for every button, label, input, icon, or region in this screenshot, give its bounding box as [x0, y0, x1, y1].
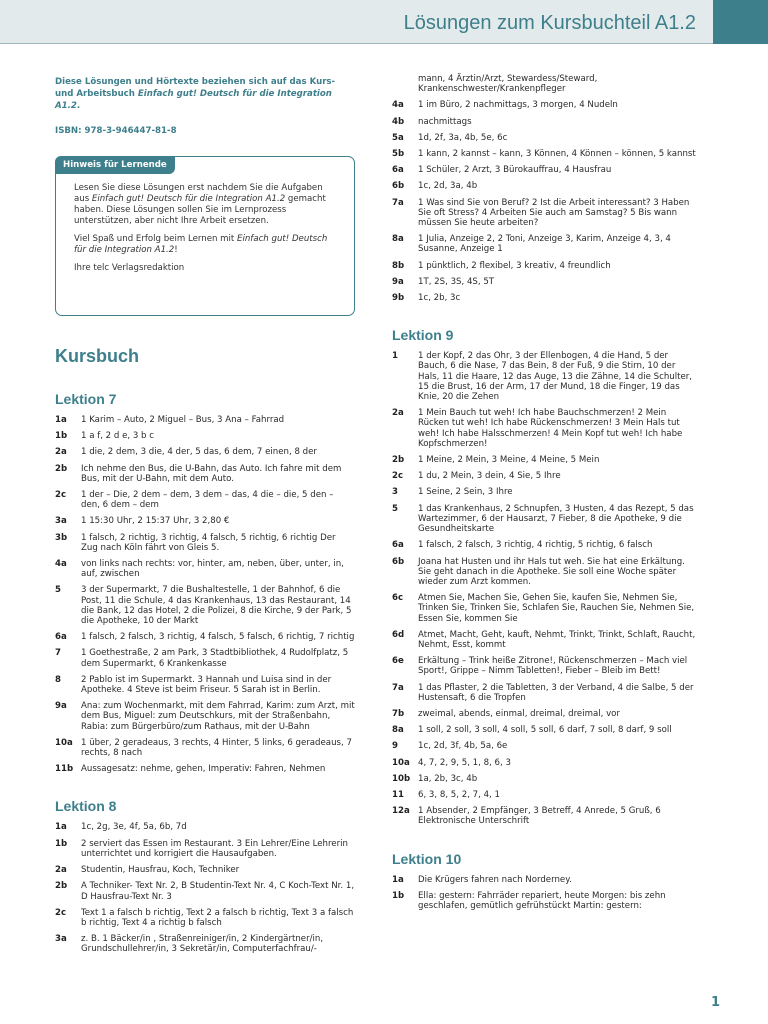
answer-number: 8a	[392, 725, 404, 736]
answer-entry	[55, 764, 355, 774]
answer-entry	[55, 839, 355, 859]
answer-number: 12a	[392, 806, 410, 817]
answer-number: 8a	[392, 234, 404, 245]
answer-number: 2b	[55, 881, 68, 892]
answer-number: 3b	[55, 532, 68, 543]
answer-entry	[392, 774, 697, 784]
answer-text: Ana: zum Wochenmarkt, mit dem Fahrrad, Karim: zum Arzt, mit dem Bus, Miguel: zum Deutschkurs, mit der Straßenbahn, Rabia: zum Bürgerbüro/zum Rathaus, mit der U-Bahn	[81, 701, 355, 732]
answer-text: 1d, 2f, 3a, 4b, 5e, 6c	[418, 132, 508, 143]
answer-number: 7a	[392, 682, 404, 693]
answer-entry	[55, 533, 355, 553]
answer-number: 7	[55, 648, 61, 659]
answer-text: 1 Mein Bauch tut weh! Ich habe Bauchschmerzen! 2 Mein Rücken tut weh! Ich habe Rückenschmerzen! 3 Mein Hals tut weh! Ich habe Halsschmerzen! 4 Mein Kopf tut weh! Ich habe Kopfschmerzen!	[418, 408, 683, 449]
lektion-7-entries	[55, 415, 355, 774]
answer-number: 1	[392, 351, 398, 362]
answer-text: Studentin, Hausfrau, Koch, Techniker	[81, 865, 240, 876]
answer-text: 1 das Pflaster, 2 die Tabletten, 3 der Verband, 4 die Salbe, 5 der Hustensaft, 6 die Tropfen	[418, 682, 694, 703]
answer-number: 9a	[55, 701, 67, 712]
lektion-9-entries	[392, 351, 697, 826]
answer-number: 2a	[392, 408, 404, 419]
answer-entry	[55, 701, 355, 732]
answer-entry	[392, 234, 697, 254]
hint-paragraph-2	[74, 234, 336, 256]
answer-entry	[392, 261, 697, 271]
answer-number: 2c	[55, 907, 67, 918]
left-column	[55, 76, 355, 961]
lektion-7-title: Lektion 7	[55, 391, 117, 407]
lektion-8-continuation: mann, 4 Ärztin/Arzt, Stewardess/Steward, Krankenschwester/Krankenpfleger	[418, 74, 598, 95]
answer-entry	[55, 648, 355, 668]
lektion-10-entries	[392, 875, 697, 912]
answer-entry	[392, 891, 697, 911]
answer-entry	[392, 100, 697, 110]
answer-text: Joana hat Husten und ihr Hals tut weh. Sie hat eine Erkältung. Sie geht danach in die Apotheke. Sie soll eine Woche später wieder zum Arzt kommen.	[418, 556, 685, 587]
answer-number: 10b	[392, 773, 411, 784]
lektion-8-entries	[55, 822, 355, 954]
answer-entry	[392, 725, 697, 735]
answer-number: 6a	[392, 540, 404, 551]
right-column	[392, 76, 697, 917]
answer-number: 7a	[392, 197, 404, 208]
answer-number: 5a	[392, 132, 404, 143]
answer-entry	[55, 632, 355, 642]
answer-text: 1 Absender, 2 Empfänger, 3 Betreff, 4 Anrede, 5 Gruß, 6 Elektronische Unterschrift	[418, 806, 661, 827]
answer-text: Atmet, Macht, Geht, kauft, Nehmt, Trinkt, Trinkt, Schlaft, Raucht, Nehmt, Esst, kommt	[418, 629, 696, 650]
answer-entry	[55, 675, 355, 695]
answer-text: 1 15:30 Uhr, 2 15:37 Uhr, 3 2,80 €	[81, 516, 230, 527]
answer-entry	[392, 293, 697, 303]
hint-signature: Ihre telc Verlagsredaktion	[74, 263, 185, 273]
answer-entry	[392, 277, 697, 287]
answer-entry	[392, 683, 697, 703]
answer-number: 2b	[392, 455, 405, 466]
answer-number: 4b	[392, 116, 405, 127]
answer-text: 1 pünktlich, 2 flexibel, 3 kreativ, 4 freundlich	[418, 260, 611, 271]
answer-number: 8	[55, 674, 61, 685]
answer-number: 2a	[55, 447, 67, 458]
answer-entry	[55, 490, 355, 510]
answer-entry	[392, 165, 697, 175]
answer-number: 10a	[55, 737, 73, 748]
answer-text: 1 Seine, 2 Sein, 3 Ihre	[418, 487, 513, 498]
answer-number: 11	[392, 789, 404, 800]
section-title-kursbuch: Kursbuch	[55, 346, 140, 366]
answer-entry	[392, 198, 697, 229]
answer-text: Ella: gestern: Fahrräder repariert, heute Morgen: bis zehn geschlafen, gemütlich gefrühstückt Martin: gestern:	[418, 890, 666, 911]
answer-entry	[392, 758, 697, 768]
answer-number: 6e	[392, 656, 404, 667]
answer-text: 4, 7, 2, 9, 5, 1, 8, 6, 3	[418, 757, 511, 768]
answer-entry	[55, 415, 355, 425]
answer-number: 9	[392, 741, 398, 752]
answer-entry	[392, 455, 697, 465]
answer-text: 1a, 2b, 3c, 4b	[418, 773, 478, 784]
answer-text: 1 falsch, 2 falsch, 3 richtig, 4 falsch, 5 falsch, 6 richtig, 7 richtig	[81, 632, 355, 643]
answer-entry	[392, 540, 697, 550]
answer-number: 10a	[392, 757, 410, 768]
answer-number: 4a	[55, 559, 67, 570]
page-header	[0, 0, 768, 44]
answer-number: 6a	[55, 632, 67, 643]
answer-number: 1a	[55, 415, 67, 425]
lektion-9-title: Lektion 9	[392, 327, 454, 344]
answer-number: 1b	[392, 890, 405, 901]
answer-text: 1c, 2d, 3f, 4b, 5a, 6e	[418, 741, 508, 752]
answer-entry	[392, 790, 697, 800]
answer-text: 1 falsch, 2 richtig, 3 richtig, 4 falsch, 5 richtig, 6 richtig Der Zug nach Köln fährt von Gleis 5.	[81, 532, 336, 553]
answer-text: 1 a f, 2 d e, 3 b c	[81, 431, 154, 442]
answer-entry	[392, 471, 697, 481]
answer-text: 1 du, 2 Mein, 3 dein, 4 Sie, 5 Ihre	[418, 471, 561, 482]
isbn: ISBN: 978-3-946447-81-8	[55, 126, 177, 136]
answer-text: 2 Pablo ist im Supermarkt. 3 Hannah und Luisa sind in der Apotheke. 4 Steve ist beim Friseur. 5 Sarah ist in Berlin.	[81, 674, 332, 696]
answer-number: 1b	[55, 431, 68, 442]
answer-number: 2c	[392, 471, 404, 482]
answer-entry	[392, 806, 697, 826]
answer-text: 1 der – Die, 2 dem – dem, 3 dem – das, 4 die – die, 5 den – den, 6 dem – dem	[81, 490, 334, 511]
answer-text: Aussagesatz: nehme, gehen, Imperativ: Fahren, Nehmen	[81, 764, 326, 775]
answer-number: 9b	[392, 293, 405, 304]
answer-number: 1a	[55, 822, 67, 833]
answer-text: Text 1 a falsch b richtig, Text 2 a falsch b richtig, Text 3 a falsch b richtig, Text 4 a richtig b falsch	[81, 907, 354, 928]
hint-p2-b: !	[174, 245, 178, 255]
answer-entry	[392, 487, 697, 497]
answer-number: 6c	[392, 593, 404, 604]
answer-text: 1 die, 2 dem, 3 die, 4 der, 5 das, 6 dem, 7 einen, 8 der	[81, 447, 317, 458]
answer-entry	[55, 516, 355, 526]
answer-number: 1b	[55, 838, 68, 849]
page-number: 1	[710, 995, 720, 1010]
answer-entry	[392, 133, 697, 143]
answer-number: 6a	[392, 165, 404, 176]
answer-number: 8b	[392, 260, 405, 271]
answer-number: 11b	[55, 764, 74, 775]
answer-entry	[392, 656, 697, 676]
header-title: Lösungen zum Kursbuchteil A1.2	[403, 12, 696, 34]
hint-p1-title: Einfach gut! Deutsch für die Integration A1.2	[91, 194, 286, 204]
answer-number: 3	[392, 487, 398, 498]
answer-text: 2 serviert das Essen im Restaurant. 3 Ein Lehrer/Eine Lehrerin unterrichtet und korrigiert die Hausaufgaben.	[81, 838, 348, 859]
answer-text: 1 falsch, 2 falsch, 3 richtig, 4 richtig, 5 richtig, 6 falsch	[418, 540, 653, 551]
answer-entry	[55, 738, 355, 758]
answer-number: 6d	[392, 629, 405, 640]
answer-number: 5	[392, 503, 398, 514]
answer-entry	[392, 408, 697, 449]
answer-entry	[392, 181, 697, 191]
answer-text: nachmittags	[418, 116, 472, 127]
answer-text: 1 über, 2 geradeaus, 3 rechts, 4 Hinter, 5 links, 6 geradeaus, 7 rechts, 8 nach	[81, 737, 352, 759]
answer-text: 1 im Büro, 2 nachmittags, 3 morgen, 4 Nudeln	[418, 100, 618, 111]
answer-text: 1 Karim – Auto, 2 Miguel – Bus, 3 Ana – Fahrrad	[81, 415, 285, 425]
intro-book-title: Einfach gut! Deutsch für die Integration A1.2	[55, 89, 332, 111]
answer-text: z. B. 1 Bäcker/in , Straßenreiniger/in, 2 Kindergärtner/in, Grundschullehrer/in, 3 Sekretär/in, Computerfachfrau/-	[81, 934, 324, 955]
answer-entry	[55, 934, 355, 954]
answer-text: 1 Schüler, 2 Arzt, 3 Bürokauffrau, 4 Hausfrau	[418, 165, 612, 176]
answer-entry	[55, 908, 355, 928]
answer-entry	[392, 741, 697, 751]
answer-entry	[55, 865, 355, 875]
answer-number: 6b	[392, 556, 405, 567]
answer-number: 5b	[392, 149, 405, 160]
intro-end: .	[76, 101, 81, 111]
hint-p1-a: Lesen Sie diese Lösungen erst nachdem Sie die Aufgaben aus	[74, 183, 323, 204]
answer-entry	[55, 464, 355, 484]
intro-part1: Diese Lösungen und Hörtexte beziehen sich auf das Kurs- und Arbeitsbuch	[55, 77, 336, 99]
answer-entry	[392, 504, 697, 535]
answer-entry	[392, 351, 697, 402]
answer-entry	[55, 822, 355, 832]
answer-number: 3a	[55, 516, 67, 527]
answer-number: 2b	[55, 463, 68, 474]
hint-label: Hinweis für Lernende	[55, 156, 175, 174]
answer-text: 1 Was sind Sie von Beruf? 2 Ist die Arbeit interessant? 3 Haben Sie oft Stress? 4 Arbeiten Sie auch am Samstag? 5 Bis wann müssen Sie heute arbeiten?	[418, 197, 690, 229]
answer-text: Die Krügers fahren nach Norderney.	[418, 874, 572, 885]
answer-number: 3a	[55, 934, 67, 945]
lektion-10-title: Lektion 10	[392, 850, 462, 867]
answer-text: 1 der Kopf, 2 das Ohr, 3 der Ellenbogen, 4 die Hand, 5 der Bauch, 6 die Nase, 7 das Bein, 8 der Fuß, 9 die Stirn, 10 der Hals, 11 die Haare, 12 das Auge, 13 die Zähne, 14 die Schulter, 15 die Brust, 16 der Arm, 17 der Mund, 18 die Finger, 19 das Knie, 20 die Zehen	[418, 351, 693, 403]
answer-text: 1T, 2S, 3S, 4S, 5T	[418, 276, 495, 287]
answer-text: von links nach rechts: vor, hinter, am, neben, über, unter, in, auf, zwischen	[81, 559, 344, 580]
answer-entry	[392, 117, 697, 127]
answer-text: 1 das Krankenhaus, 2 Schnupfen, 3 Husten, 4 das Rezept, 5 das Wartezimmer, 6 der Hausarzt, 7 Fieber, 8 die Apotheke, 9 die Gesundheitskarte	[418, 503, 694, 535]
answer-number: 2a	[55, 865, 67, 876]
answer-text: 1c, 2b, 3c	[418, 293, 461, 304]
hint-paragraph-1	[74, 183, 336, 227]
answer-entry	[392, 875, 697, 885]
answer-number: 9a	[392, 276, 404, 287]
answer-entry	[55, 559, 355, 579]
answer-text: 1c, 2d, 3a, 4b	[418, 181, 478, 192]
intro-text	[55, 76, 355, 112]
answer-entry	[392, 709, 697, 719]
answer-number: 2c	[55, 490, 67, 501]
hint-box	[55, 156, 355, 316]
answer-text: 1 Goethestraße, 2 am Park, 3 Stadtbibliothek, 4 Rudolfplatz, 5 dem Supermarkt, 6 Krankenkasse	[81, 648, 349, 669]
answer-text: 1 Julia, Anzeige 2, 2 Toni, Anzeige 3, Karim, Anzeige 4, 3, 4 Susanne, Anzeige 1	[418, 234, 671, 255]
header-tab-marker	[713, 0, 768, 44]
answer-text: 1 Meine, 2 Mein, 3 Meine, 4 Meine, 5 Mein	[418, 455, 600, 466]
answer-text: 1c, 2g, 3e, 4f, 5a, 6b, 7d	[81, 822, 187, 833]
answer-text: 3 der Supermarkt, 7 die Bushaltestelle, 1 der Bahnhof, 6 die Post, 11 die Schule, 4 das Krankenhaus, 13 das Restaurant, 14 die Bank, 12 das Hotel, 2 die Polizei, 8 die Kirche, 9 der Park, 5 die Apotheke, 10 der Markt	[81, 585, 352, 627]
answer-text: 6, 3, 8, 5, 2, 7, 4, 1	[418, 789, 500, 800]
hint-p2-title: Einfach gut! Deutsch für die Integration A1.2	[74, 234, 328, 255]
lektion-8-entries-continued	[392, 100, 697, 303]
answer-text: 1 soll, 2 soll, 3 soll, 4 soll, 5 soll, 6 darf, 7 soll, 8 darf, 9 soll	[418, 725, 672, 736]
answer-text: Erkältung – Trink heiße Zitrone!, Rückenschmerzen – Mach viel Sport!, Grippe – Nimm Tabletten!, Fieber – Bleib im Bett!	[418, 656, 688, 677]
answer-entry	[55, 881, 355, 901]
answer-number: 1a	[392, 874, 404, 885]
answer-entry	[55, 447, 355, 457]
answer-text: Ich nehme den Bus, die U-Bahn, das Auto. Ich fahre mit dem Bus, mit der U-Bahn, mit dem Auto.	[81, 463, 342, 484]
hint-p2-a: Viel Spaß und Erfolg beim Lernen mit	[74, 234, 238, 244]
answer-entry	[55, 431, 355, 441]
answer-text: 1 kann, 2 kannst – kann, 3 Können, 4 Können – können, 5 kannst	[418, 149, 696, 160]
hint-p1-b: gemacht haben. Diese Lösungen sollen Sie im Lernprozess unterstützen, aber nicht Ihre Arbeit ersetzen.	[74, 194, 326, 226]
answer-entry	[55, 585, 355, 626]
answer-number: 4a	[392, 100, 404, 111]
answer-text: zweimal, abends, einmal, dreimal, dreimal, vor	[418, 708, 620, 719]
lektion-8-title: Lektion 8	[55, 798, 117, 815]
answer-number: 7b	[392, 708, 405, 719]
answer-text: Atmen Sie, Machen Sie, Gehen Sie, kaufen Sie, Nehmen Sie, Trinken Sie, Trinken Sie, Schlafen Sie, Rauchen Sie, Nehmen Sie, Essen Sie, kommen Sie	[418, 593, 695, 624]
answer-entry	[392, 557, 697, 588]
answer-text: A Techniker- Text Nr. 2, B Studentin-Text Nr. 4, C Koch-Text Nr. 1, D Hausfrau-Text Nr. 3	[81, 881, 355, 902]
answer-entry	[392, 593, 697, 624]
answer-number: 6b	[392, 181, 405, 192]
answer-entry	[392, 149, 697, 159]
answer-entry	[392, 630, 697, 650]
answer-number: 5	[55, 585, 61, 596]
